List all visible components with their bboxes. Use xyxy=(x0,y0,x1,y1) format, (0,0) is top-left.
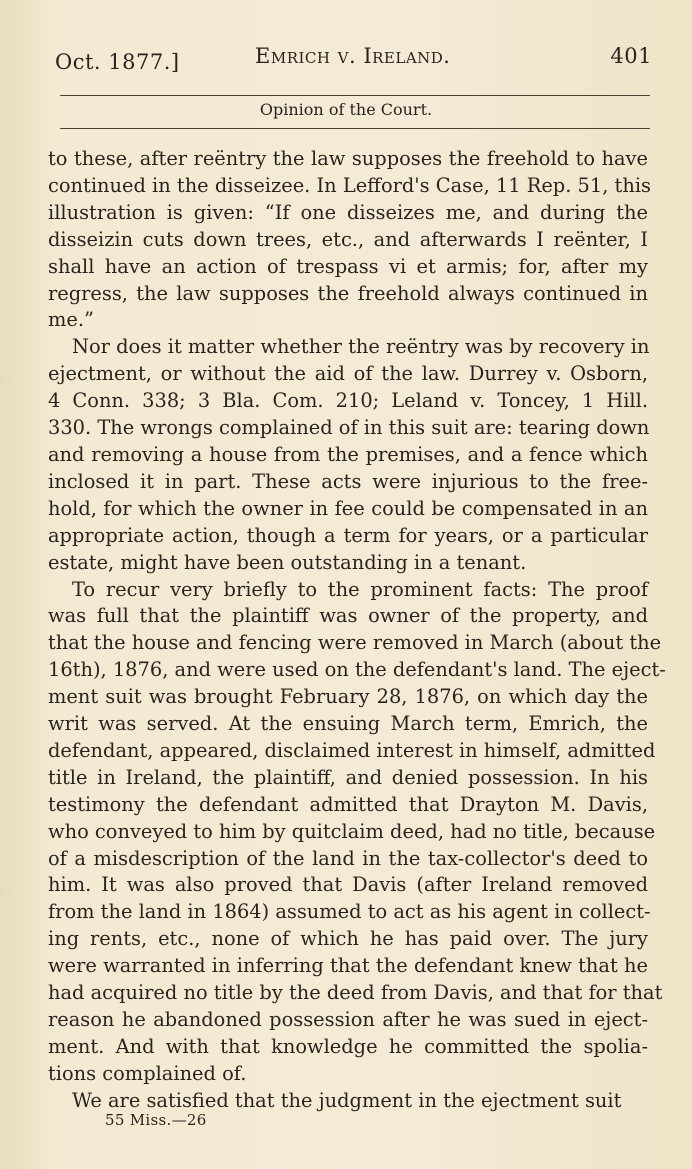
text-line: him. It was also proved that Davis (after Ireland removed xyxy=(48,873,648,897)
section-subheader: Opinion of the Court. xyxy=(259,100,433,119)
text-line: was full that the plaintiff was owner of the property, and xyxy=(48,604,648,628)
text-line: testimony the defendant admitted that Drayton M. Davis, xyxy=(48,792,648,816)
text-line: ment suit was brought February 28, 1876, on which day the xyxy=(48,685,648,709)
text-line: were warranted in inferring that the defendant knew that he xyxy=(48,954,648,978)
text-line: tions complained of. xyxy=(48,1061,247,1085)
text-line: To recur very briefly to the prominent facts: The proof xyxy=(72,577,648,601)
text-line: of a misdescription of the land in the tax-collector's deed to xyxy=(48,846,648,870)
text-line: shall have an action of trespass vi et armis; for, after my xyxy=(48,254,648,278)
text-line: ejectment, or without the aid of the law. Durrey v. Osborn, xyxy=(48,362,648,386)
text-line: 16th), 1876, and were used on the defendant's land. The eject- xyxy=(48,658,666,682)
page-number: 401 xyxy=(610,44,652,68)
text-line: 4 Conn. 338; 3 Bla. Com. 210; Leland v. Toncey, 1 Hill. xyxy=(48,389,648,413)
text-line: to these, after reëntry the law supposes the freehold to have xyxy=(48,147,648,170)
text-line: and removing a house from the premises, and a fence which xyxy=(48,442,648,466)
text-line: We are satisfied that the judgment in the ejectment suit xyxy=(72,1088,622,1112)
text-line: had acquired no title by the deed from Davis, and that for that xyxy=(48,981,663,1005)
text-line: from the land in 1864) assumed to act as his agent in collect- xyxy=(48,900,651,924)
running-header xyxy=(55,42,652,74)
text-line: that the house and fencing were removed in March (about the xyxy=(48,631,662,655)
text-line: defendant, appeared, disclaimed interest in himself, admitted xyxy=(48,738,656,762)
text-line: appropriate action, though a term for years, or a particular xyxy=(48,523,648,547)
text-line: continued in the disseizee. In Lefford's Case, 11 Rep. 51, this xyxy=(48,173,651,197)
text-line: illustration is given: “If one disseizes me, and during the xyxy=(48,200,648,224)
text-line: ing rents, etc., none of which he has paid over. The jury xyxy=(48,927,648,951)
text-line: reason he abandoned possession after he was sued in eject- xyxy=(48,1008,648,1031)
header-rule xyxy=(60,95,650,96)
header-date: Oct. 1877.] xyxy=(55,50,180,74)
text-line: inclosed it in part. These acts were injurious to the free- xyxy=(48,469,648,493)
text-line: Nor does it matter whether the reëntry was by recovery in xyxy=(72,335,650,359)
subheader-rule xyxy=(60,128,650,129)
header-case-title: Emrich v. Ireland. xyxy=(255,44,451,68)
printer-signature-mark: 55 Miss.—26 xyxy=(105,1111,207,1129)
text-line: 330. The wrongs complained of in this suit are: tearing down xyxy=(48,416,650,440)
opinion-text xyxy=(48,146,666,1115)
text-line: regress, the law supposes the freehold always continued in xyxy=(48,281,648,305)
text-line: estate, might have been outstanding in a tenant. xyxy=(48,550,527,574)
text-line: writ was served. At the ensuing March term, Emrich, the xyxy=(48,712,648,736)
text-line: disseizin cuts down trees, etc., and afterwards I reënter, I xyxy=(48,227,648,251)
text-line: me.” xyxy=(48,308,94,332)
text-line: hold, for which the owner in fee could be compensated in an xyxy=(48,496,648,520)
text-line: ment. And with that knowledge he committed the spolia- xyxy=(48,1034,648,1058)
text-line: who conveyed to him by quitclaim deed, had no title, because xyxy=(48,819,656,843)
text-line: title in Ireland, the plaintiff, and denied possession. In his xyxy=(48,765,648,789)
